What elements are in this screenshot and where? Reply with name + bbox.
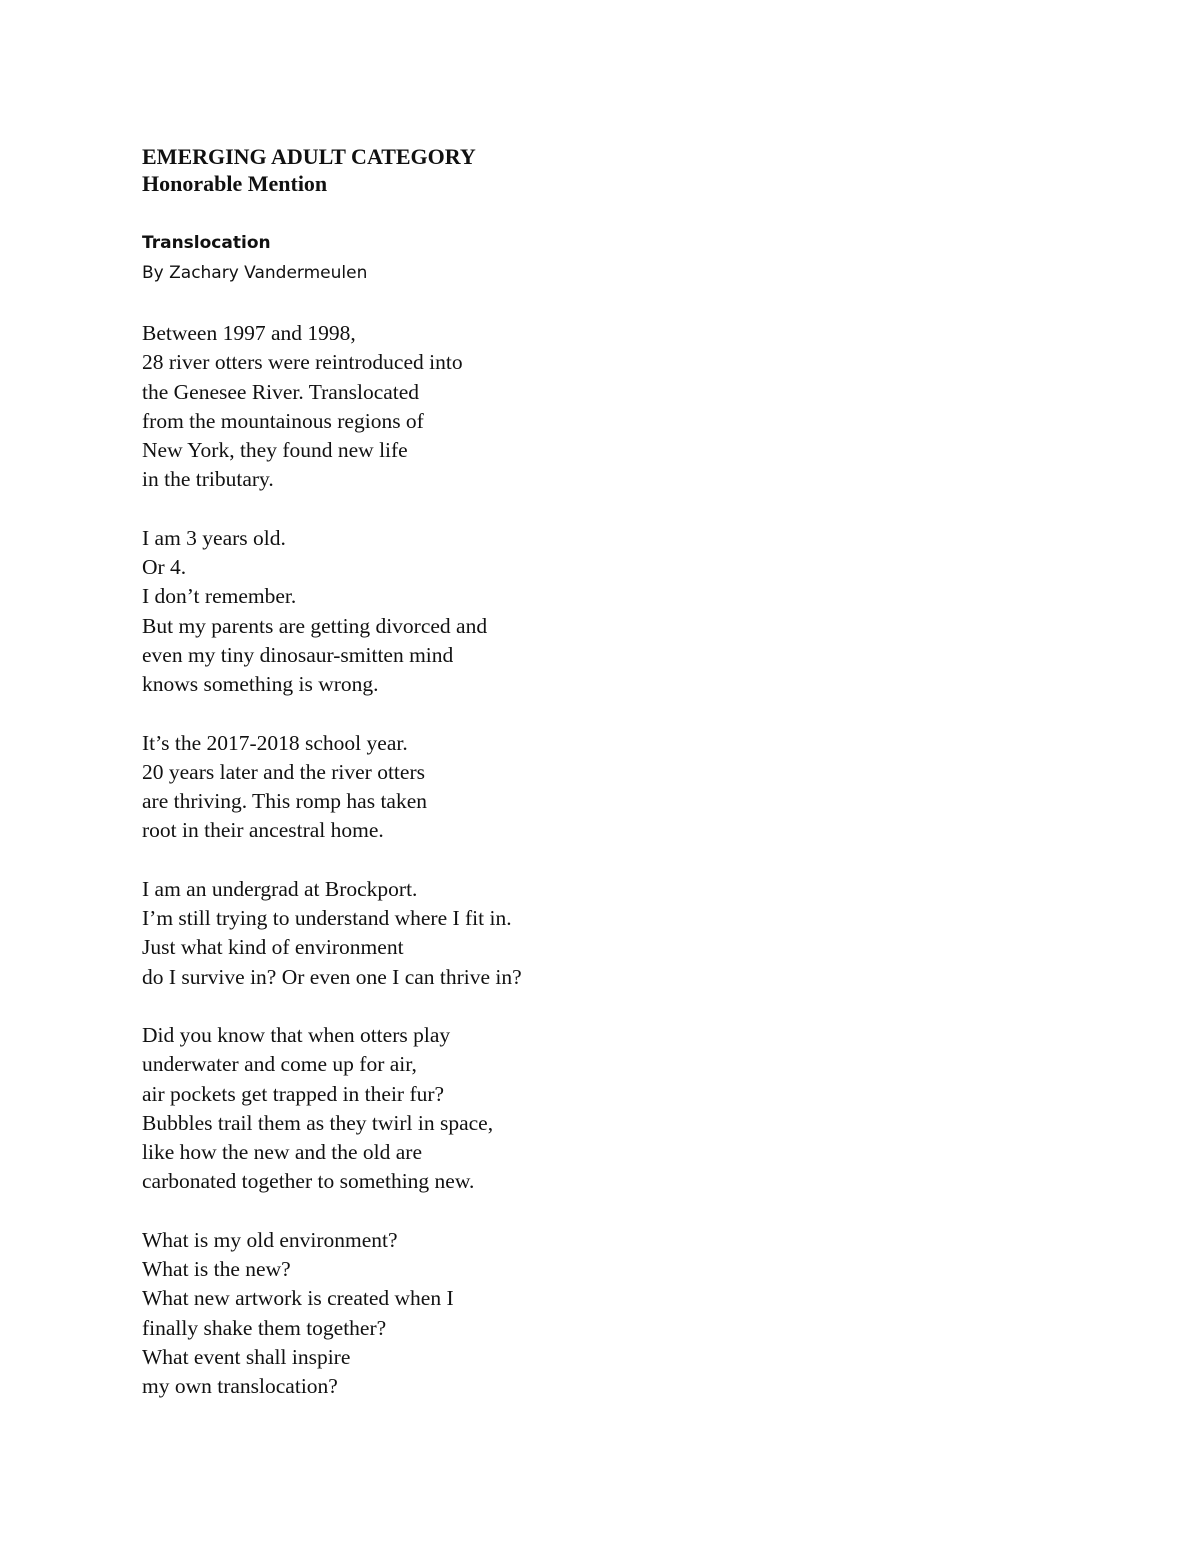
poem-line: are thriving. This romp has taken <box>142 789 428 814</box>
award-heading: Honorable Mention <box>142 171 328 196</box>
poem-line: What is my old environment? <box>142 1227 398 1252</box>
poem-stanza <box>142 729 1042 846</box>
poem-line: underwater and come up for air, <box>142 1052 417 1077</box>
poem-body <box>142 319 1042 1402</box>
poem-line: carbonated together to something new. <box>142 1169 475 1194</box>
poem-line: Just what kind of environment <box>142 935 404 960</box>
poem-line: like how the new and the old are <box>142 1140 423 1165</box>
poem-line: What event shall inspire <box>142 1344 351 1369</box>
category-heading: EMERGING ADULT CATEGORY <box>142 144 476 169</box>
poem-line: do I survive in? Or even one I can thrive in? <box>142 964 522 989</box>
poem-line: 28 river otters were reintroduced into <box>142 350 463 375</box>
poem-line: Bubbles trail them as they twirl in space, <box>142 1110 494 1135</box>
poem-line: from the mountainous regions of <box>142 408 424 433</box>
poem-line: knows something is wrong. <box>142 672 379 697</box>
poem-line: I am 3 years old. <box>142 525 286 550</box>
poem-author: By Zachary Vandermeulen <box>142 263 368 283</box>
poem-line: Did you know that when otters play <box>142 1022 451 1047</box>
poem-line: air pockets get trapped in their fur? <box>142 1081 445 1106</box>
poem-line: 20 years later and the river otters <box>142 759 425 784</box>
poem-line: I don’t remember. <box>142 584 297 609</box>
poem-stanza <box>142 524 1042 700</box>
poem-stanza <box>142 1021 1042 1197</box>
poem-stanza <box>142 875 1042 992</box>
poem-title: Translocation <box>142 233 271 253</box>
poem-line: my own translocation? <box>142 1374 338 1399</box>
poem-line: even my tiny dinosaur-smitten mind <box>142 642 454 667</box>
poem-line: But my parents are getting divorced and <box>142 613 488 638</box>
poem-line: New York, they found new life <box>142 438 408 463</box>
poem-line: finally shake them together? <box>142 1315 387 1340</box>
poem-line: What is the new? <box>142 1257 291 1282</box>
poem-line: I’m still trying to understand where I fit in. <box>142 906 512 931</box>
poem-line: What new artwork is created when I <box>142 1286 454 1311</box>
poem-stanza <box>142 319 1042 495</box>
poem-line: the Genesee River. Translocated <box>142 379 420 404</box>
poem-stanza <box>142 1226 1042 1402</box>
poem-line: Between 1997 and 1998, <box>142 321 356 345</box>
poem-line: I am an undergrad at Brockport. <box>142 876 418 901</box>
poem-line: Or 4. <box>142 555 187 580</box>
poem-line: root in their ancestral home. <box>142 818 384 843</box>
poem-line: It’s the 2017-2018 school year. <box>142 730 408 755</box>
document-content <box>142 143 1042 1431</box>
poem-line: in the tributary. <box>142 467 274 492</box>
